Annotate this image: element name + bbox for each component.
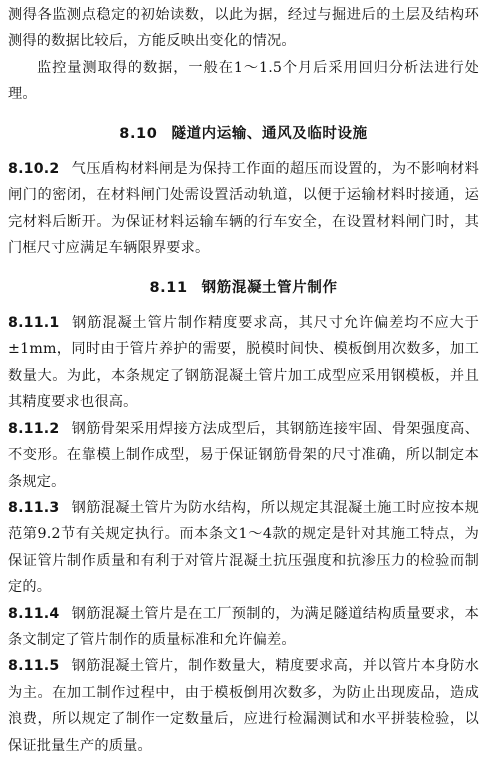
- clause-8-10-2: [8, 156, 479, 262]
- section-number: 8.10: [119, 125, 158, 142]
- clause-8-11-1: [8, 310, 479, 416]
- clause-number: 8.11.4: [8, 605, 60, 622]
- section-title: 隧道内运输、通风及临时设施: [171, 125, 368, 142]
- clause-text: 气压盾构材料闸是为保持工作面的超压而设置的，为不影响材料闸门的密闭，在材料闸门处需设置活动轨道，以便于运输材料时接通，运完材料后断开。为保证材料运输车辆的行车安全，在设置材料闸门时，其门框尺寸应满足车辆限界要求。: [8, 161, 479, 257]
- section-heading-8-10: [8, 121, 479, 147]
- clause-8-11-3: [8, 495, 479, 601]
- clause-number: 8.10.2: [8, 161, 60, 178]
- section-number: 8.11: [149, 279, 188, 296]
- clause-number: 8.11.1: [8, 315, 60, 332]
- clause-8-11-4: [8, 601, 479, 654]
- intro-paragraph-2: 监控量测取得的数据，一般在1～1.5个月后采用回归分析法进行处理。: [8, 59, 479, 103]
- clause-number: 8.11.2: [8, 420, 60, 437]
- clause-text: 钢筋混凝土管片制作精度要求高，其尺寸允许偏差均不应大于±1mm，同时由于管片养护的需要，脱模时间快、模板倒用次数多，加工数量大。为此，本条规定了钢筋混凝土管片加工成型应采用钢模板，并且其精度要求也很高。: [8, 315, 479, 411]
- intro-paragraph-1: 测得各监测点稳定的初始读数，以此为据，经过与掘进后的土层及结构环测得的数据比较后，方能反映出变化的情况。: [8, 7, 479, 50]
- section-title: 钢筋混凝土管片制作: [201, 279, 338, 296]
- clause-text: 钢筋混凝土管片是在工厂预制的，为满足隧道结构质量要求，本条文制定了管片制作的质量标准和允许偏差。: [8, 605, 479, 648]
- clause-text: 钢筋混凝土管片，制作数量大，精度要求高，并以管片本身防水为主。在加工制作过程中，由于模板倒用次数多，为防止出现废品，造成浪费，所以规定了制作一定数量后，应进行检漏测试和水平拼装检验，以保证批量生产的质量。: [8, 658, 479, 754]
- clause-number: 8.11.3: [8, 499, 60, 516]
- clause-8-11-5: [8, 653, 479, 759]
- clause-8-11-2: [8, 416, 479, 495]
- clause-text: 钢筋骨架采用焊接方法成型后，其钢筋连接牢固、骨架强度高、不变形。在靠模上制作成型，易于保证钢筋骨架的尺寸准确，所以制定本条规定。: [8, 420, 479, 490]
- clause-text: 钢筋混凝土管片为防水结构，所以规定其混凝土施工时应按本规范第9.2节有关规定执行。而本条文1～4款的规定是针对其施工特点，为保证管片制作质量和有利于对管片混凝土抗压强度和抗渗压力的检验而制定的。: [8, 499, 479, 596]
- clause-number: 8.11.5: [8, 658, 60, 675]
- section-heading-8-11: [8, 275, 479, 301]
